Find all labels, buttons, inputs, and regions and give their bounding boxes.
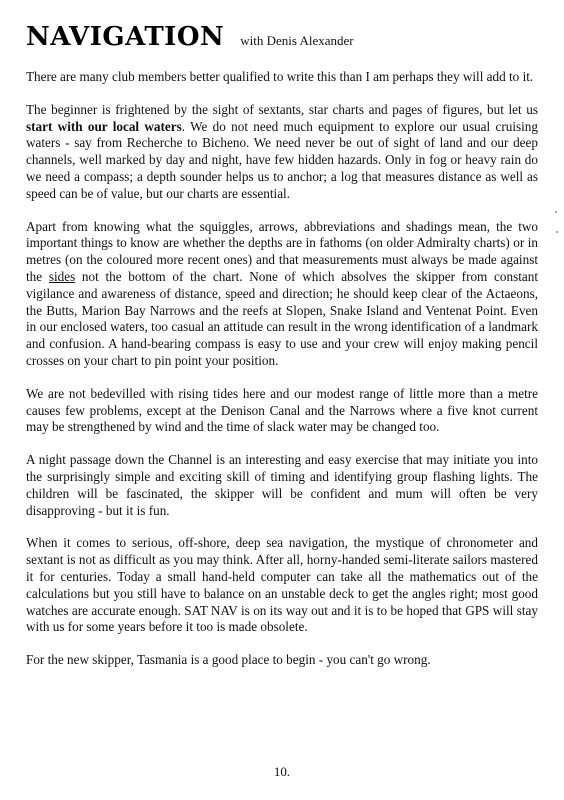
article-header <box>26 22 354 52</box>
paragraph-charts <box>26 219 538 370</box>
article-title: NAVIGATION <box>26 22 225 52</box>
article-body <box>26 69 538 685</box>
author-byline: with Denis Alexander <box>240 33 354 48</box>
paragraph-text: For the new skipper, Tasmania is a good place to begin - you can't go wrong. <box>26 652 431 668</box>
paragraph-local-waters <box>26 102 538 203</box>
scan-speck <box>556 231 558 233</box>
paragraph-closing <box>26 652 538 669</box>
paragraph-text: not the bottom of the chart. None of which absolves the skipper from constant vigilance and awareness of distance, speed and direction; he should keep clear of the Actaeons, the Butts, Marion Bay Narrows and the reefs at Slopen, Snake Island and Ventenat Point. Even in our enclosed waters, too casual an attitude can result in the wrong identification of a landmark and confusion. A hand-bearing compass is easy to use and your crew will enjoy making pencil crosses on your chart to pin point your position. <box>26 268 538 368</box>
paragraph-text: A night passage down the Channel is an interesting and easy exercise that may initiate you into the surprisingly simple and exciting skill of timing and identifying group flashing lights. The children will be fascinated, the skipper will be confident and mum will often be very disapproving - but it is fun. <box>26 452 538 518</box>
underlined-text: sides <box>48 268 76 284</box>
paragraph-text: Apart from knowing what the squiggles, arrows, abbreviations and shadings mean, the two important things to know are whether the depths are in fathoms (on older Admiralty charts) or in metres (on the coloured more recent ones) and that measurements must always be made against the <box>26 218 538 284</box>
paragraph-intro <box>26 69 538 86</box>
paragraph-text: We are not bedevilled with rising tides here and our modest range of little more than a metre causes few problems, except at the Denison Canal and the Narrows where a five knot current may be strengthened by wind and the time of slack water may be changed too. <box>26 385 538 435</box>
paragraph-text: . We do not need much equipment to explore our usual cruising waters - say from Recherche to Bicheno. We need never be out of sight of land and our deep channels, well marked by day and night, have few hidden hazards. Only in fog or heavy rain do we need a compass; a depth sounder helps us to anchor; a log that measures distance as well as speed can be of value, but our charts are essential. <box>26 118 538 201</box>
paragraph-text: When it comes to serious, off-shore, deep sea navigation, the mystique of chronometer and sextant is not as difficult as you may think. After all, horny-handed semi-literate sailors mastered it for centuries. Today a small hand-held computer can take all the mathematics out of the calculations but you still have to balance on an unstable deck to get the angles right; most good watches are accurate enough. SAT NAV is on its way out and it is to be hoped that GPS will stay with us for some years before it too is made obsolete. <box>26 535 538 635</box>
paragraph-text: There are many club members better qualified to write this than I am perhaps they will add to it. <box>26 69 534 84</box>
scan-speck <box>555 211 557 213</box>
paragraph-offshore <box>26 535 538 636</box>
paragraph-tides <box>26 386 538 436</box>
page-number: 10. <box>273 764 291 779</box>
emphasis-text: start with our local waters <box>26 118 182 134</box>
paragraph-text: The beginner is frightened by the sight of sextants, star charts and pages of figures, but let us <box>26 101 538 117</box>
paragraph-night-passage <box>26 452 538 519</box>
